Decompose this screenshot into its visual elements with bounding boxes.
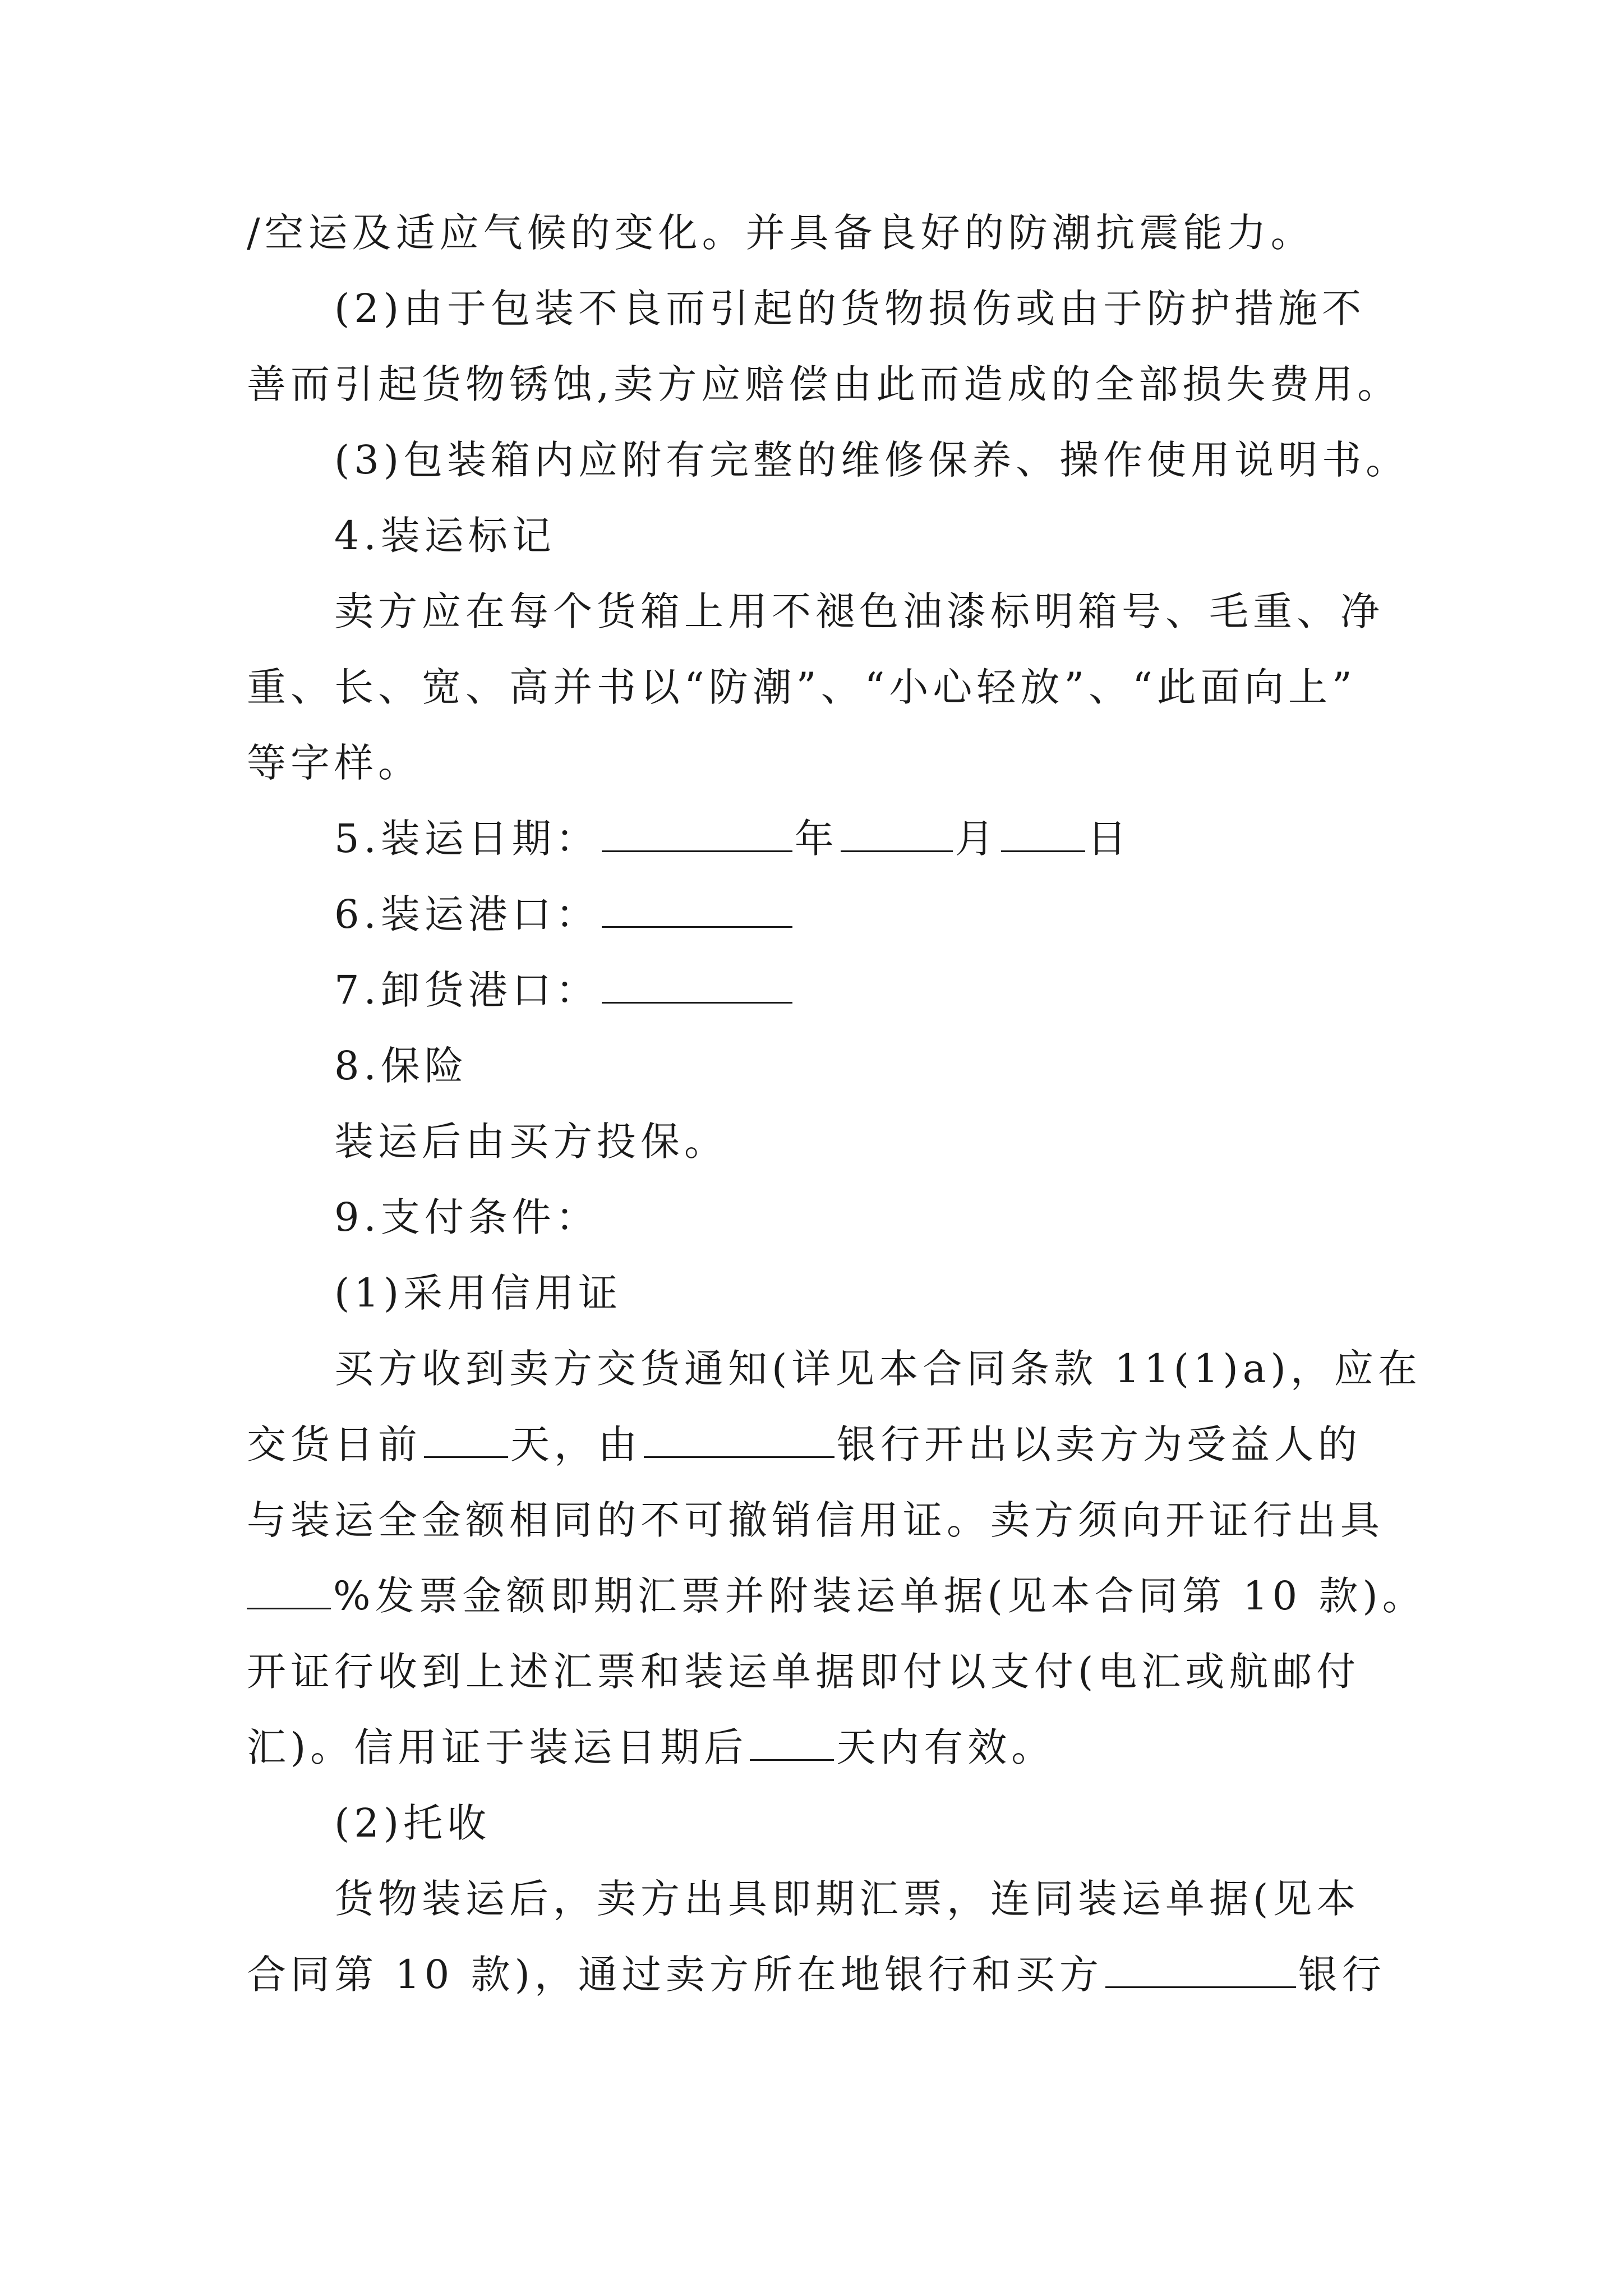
fill-blank: [602, 891, 792, 928]
text-segment: 年: [794, 816, 838, 862]
text-line: 善而引起货物锈蚀,卖方应赔偿由此而造成的全部损失费用。: [247, 361, 1401, 407]
text-segment: 汇)。信用证于装运日期后: [247, 1724, 748, 1770]
text-line: 装运后由买方投保。: [334, 1119, 728, 1165]
section-heading: 4.装运标记: [334, 513, 556, 559]
fill-blank: [1105, 1952, 1296, 1988]
field-label: 7.卸货港口：: [334, 967, 600, 1013]
text-line: 卖方应在每个货箱上用不褪色油漆标明箱号、毛重、净: [334, 588, 1384, 634]
fill-blank: [602, 816, 792, 852]
shipment-date-line: [334, 808, 1400, 869]
subsection-heading: (1)采用信用证: [334, 1270, 623, 1316]
text-line: [247, 1414, 1396, 1475]
text-segment: 交货日前: [247, 1421, 422, 1467]
text-line: 开证行收到上述汇票和装运单据即付以支付(电汇或航邮付: [247, 1649, 1361, 1695]
text-line: (3)包装箱内应附有完整的维修保养、操作使用说明书。: [334, 437, 1410, 483]
fill-blank: [644, 1421, 834, 1458]
text-segment: 银行开出以卖方为受益人的: [837, 1421, 1362, 1467]
text-line: 重、长、宽、高并书以“防潮”、“小心轻放”、“此面向上”: [247, 664, 1357, 710]
text-segment: 天内有效。: [836, 1724, 1055, 1770]
text-line: [247, 1717, 1396, 1778]
text-line: /空运及适应气候的变化。并具备良好的防潮抗震能力。: [247, 210, 1315, 256]
text-line: 货物装运后，卖方出具即期汇票，连同装运单据(见本: [334, 1876, 1361, 1922]
fill-blank: [247, 1573, 331, 1609]
text-line: 买方收到卖方交货通知(详见本合同条款 11(1)a)，应在: [334, 1346, 1422, 1392]
field-label: 6.装运港口：: [334, 891, 600, 937]
fill-blank: [750, 1724, 834, 1761]
fill-blank: [841, 816, 953, 852]
text-line: (2)由于包装不良而引起的货物损伤或由于防护措施不: [334, 286, 1366, 332]
text-segment: 银行: [1298, 1952, 1386, 1998]
text-line: 等字样。: [247, 740, 422, 786]
field-label: 5.装运日期：: [334, 816, 600, 862]
section-heading: 8.保险: [334, 1043, 468, 1089]
text-segment: 日: [1087, 816, 1131, 862]
unloading-port-line: [334, 959, 1400, 1021]
loading-port-line: [334, 884, 1400, 945]
text-segment: 合同第 10 款)，通过卖方所在地银行和买方: [247, 1952, 1103, 1998]
text-segment: 天，由: [510, 1421, 642, 1467]
text-line: 与装运全金额相同的不可撤销信用证。卖方须向开证行出具: [247, 1497, 1384, 1543]
fill-blank: [1001, 816, 1085, 852]
text-segment: %发票金额即期汇票并附装运单据(见本合同第 10 款)。: [333, 1573, 1426, 1619]
section-heading: 9.支付条件：: [334, 1194, 600, 1240]
text-segment: 月: [955, 816, 999, 862]
fill-blank: [424, 1421, 508, 1458]
text-line: [247, 1944, 1396, 2005]
subsection-heading: (2)托收: [334, 1800, 491, 1846]
fill-blank: [602, 967, 792, 1004]
text-line: [247, 1565, 1426, 1627]
